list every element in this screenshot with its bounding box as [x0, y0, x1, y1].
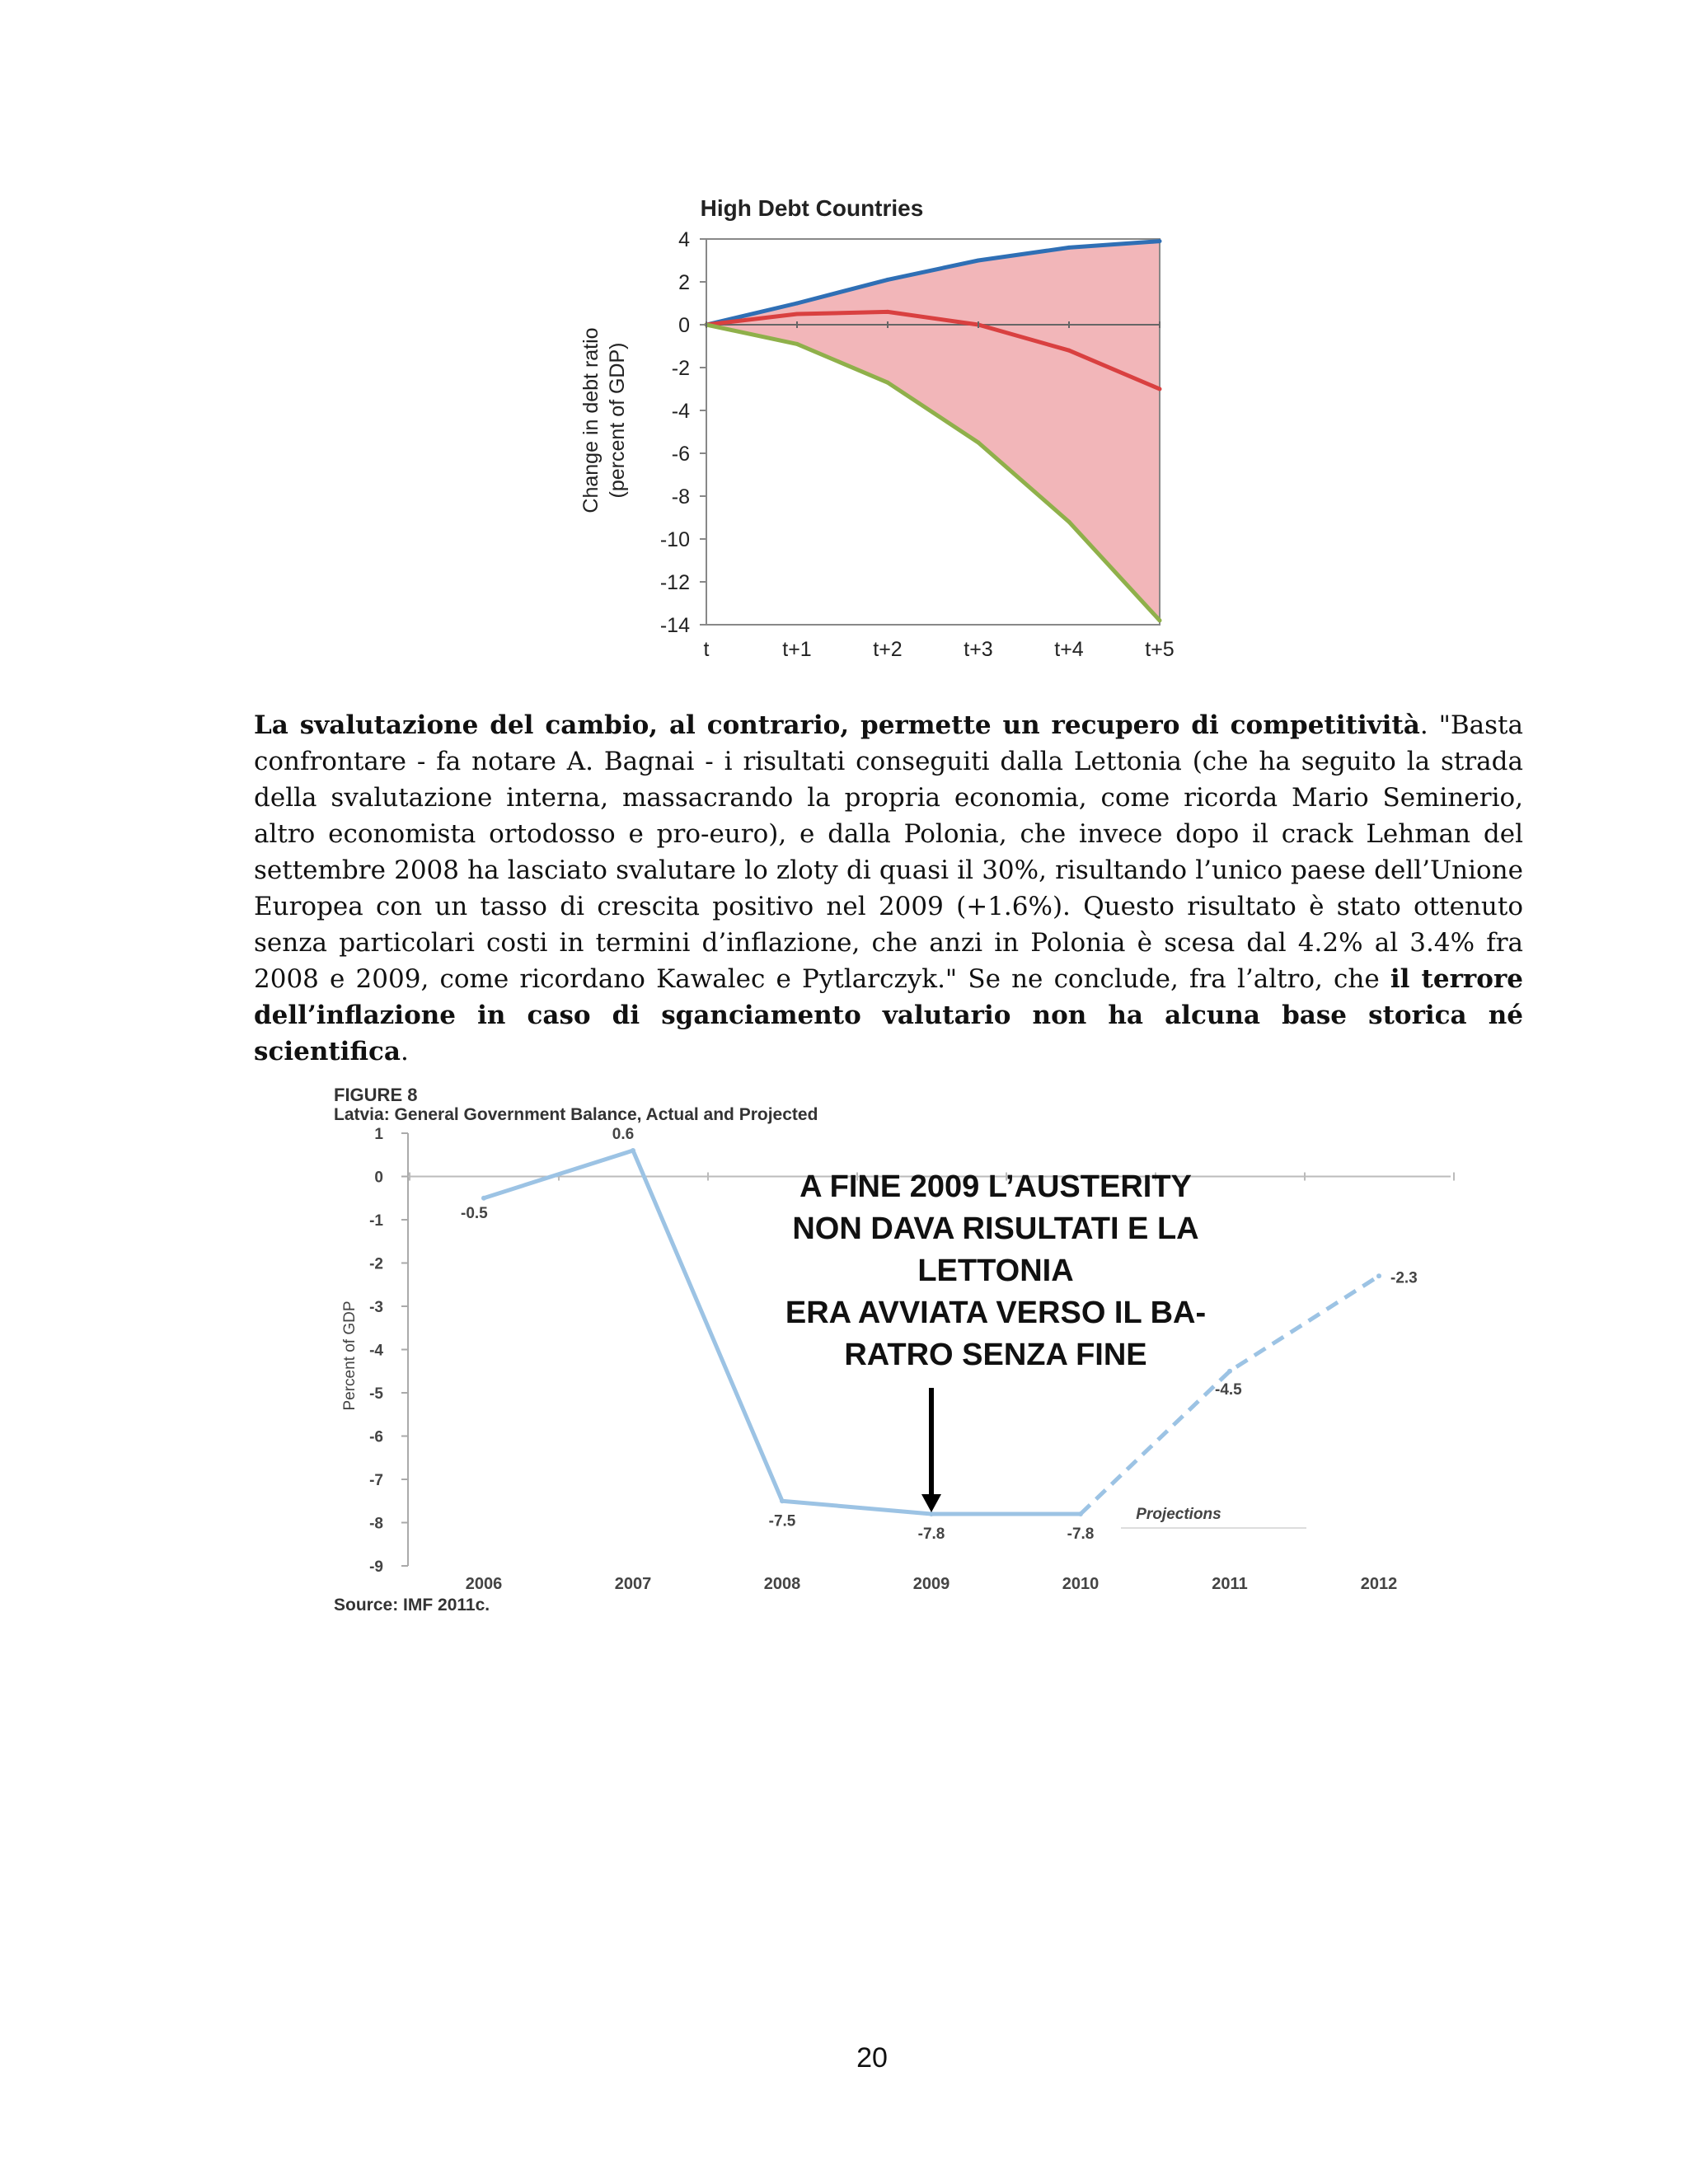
chart2-y-tick-label: -4 [369, 1342, 383, 1360]
chart1-x-tick-label: t+3 [964, 638, 993, 661]
body-paragraph [254, 707, 1523, 1070]
chart1-series-3-point [795, 342, 799, 346]
chart2-y-tick-label: -7 [369, 1472, 383, 1489]
chart2-annotation [785, 1169, 1206, 1372]
chart1-series-3-point [886, 381, 890, 385]
chart1-y-tick-label: 0 [678, 314, 690, 337]
page-number: 20 [856, 2042, 888, 2074]
chart2-data-point [1376, 1273, 1381, 1278]
chart1-plot-area [660, 228, 1175, 661]
chart2-y-tick-label: -8 [369, 1515, 383, 1533]
chart1-series-1-point [1158, 239, 1162, 243]
high-debt-countries-chart [560, 190, 1187, 668]
chart2-y-tick-label: -6 [369, 1428, 383, 1446]
chart1-title: High Debt Countries [700, 195, 924, 221]
chart2-x-tick-label: 2009 [912, 1575, 950, 1593]
chart2-data-point [780, 1498, 785, 1503]
chart2-data-point [631, 1148, 635, 1153]
chart1-x-tick-label: t+2 [873, 638, 903, 661]
chart2-ylabel: Percent of GDP [341, 1301, 359, 1411]
chart2-data-point [1078, 1511, 1083, 1516]
chart1-series-3-point [977, 441, 981, 445]
chart1-y-tick-label: 2 [678, 271, 690, 294]
chart1-series-1-point [977, 259, 981, 263]
chart1-y-tick-label: -4 [671, 400, 690, 423]
chart2-y-tick-label: -2 [369, 1255, 383, 1273]
chart2-figure-title: FIGURE 8 [334, 1085, 418, 1105]
chart2-data-label: -7.8 [917, 1526, 945, 1543]
chart1-series-2-point [795, 312, 799, 316]
chart2-y-tick-label: -1 [369, 1212, 383, 1230]
chart1-series-2-point [886, 310, 890, 314]
chart1-series-1-point [886, 278, 890, 282]
chart2-annotation-line: ERA AVVIATA VERSO IL BA- [785, 1296, 1207, 1330]
chart2-y-tick-label: -9 [369, 1558, 383, 1576]
chart1-series-1-point [795, 302, 799, 306]
chart2-plot-area [369, 1126, 1454, 1593]
chart2-y-tick-label: 1 [374, 1126, 383, 1143]
chart2-annotation-arrow-head [921, 1494, 941, 1512]
chart2-x-tick-label: 2011 [1212, 1575, 1248, 1593]
chart1-series-3-point [1067, 520, 1071, 524]
chart2-data-label: -4.5 [1215, 1380, 1242, 1399]
chart1-series-2-point [1158, 387, 1162, 391]
paragraph-end: . [400, 1037, 409, 1066]
chart1-y-tick-label: -12 [659, 571, 690, 594]
chart2-x-tick-label: 2006 [465, 1575, 503, 1593]
chart2-annotation-line: LETTONIA [917, 1254, 1074, 1288]
chart2-data-point [481, 1196, 486, 1201]
chart1-y-tick-label: -6 [671, 443, 690, 466]
chart2-data-label: 0.6 [612, 1126, 635, 1143]
chart1-x-tick-label: t+5 [1145, 638, 1175, 661]
chart2-x-tick-label: 2012 [1360, 1575, 1398, 1593]
chart1-range-band [706, 241, 1160, 621]
chart1-ylabel [579, 327, 629, 513]
chart1-x-tick-label: t+4 [1054, 638, 1084, 661]
chart2-x-tick-label: 2007 [614, 1575, 652, 1593]
chart2-source: Source: IMF 2011c. [334, 1596, 490, 1615]
chart2-data-label: -2.3 [1390, 1269, 1418, 1287]
chart2-data-label: -7.5 [768, 1512, 796, 1530]
chart2-projections-label: Projections [1136, 1506, 1221, 1523]
chart2-data-point [1227, 1369, 1232, 1374]
chart2-y-tick-label: -3 [369, 1299, 383, 1316]
chart1-series-1-point [1067, 246, 1071, 250]
paragraph-bold-intro: La svalutazione del cambio, al contrario, permette un recupero di competitività [254, 710, 1420, 740]
chart1-y-tick-label: -2 [671, 357, 690, 380]
paragraph-main-text: . "Basta confrontare - fa notare A. Bagnai - i risultati conseguiti dalla Lettonia (che ha seguito la strada della svalutazione interna, massacrando la propria economia, come ricorda Mario Seminerio, altro economista ortodosso e pro-euro), e dalla Polonia, che invece dopo il crack Lehman del settembre 2008 ha lasciato svalutare lo zloty di quasi il 30%, risultando l’unico paese dell’Unione Europea con un tasso di crescita positivo nel 2009 (+1.6%). Questo risultato è stato ottenuto senza particolari costi in termini d’inflazione, che anzi in Polonia è scesa dal 4.2% al 3.4% fra 2008 e 2009, come ricordano Kawalec e Pytlarczyk." Se ne conclude, fra l’altro, che [254, 710, 1524, 994]
chart1-y-tick-label: -14 [659, 614, 690, 637]
chart1-ylabel-line1: Change in debt ratio [579, 327, 603, 513]
chart2-data-label: -0.5 [461, 1204, 488, 1222]
chart1-x-tick-label: t [703, 638, 710, 661]
latvia-balance-chart [317, 1071, 1471, 1632]
chart2-annotation-line: NON DAVA RISULTATI E LA [792, 1212, 1199, 1246]
chart2-x-tick-label: 2010 [1062, 1575, 1100, 1593]
chart2-x-tick-label: 2008 [763, 1575, 801, 1593]
paragraph-bold-conclusion: il terrore dell’inflazione in caso di sganciamento valutario non ha alcuna base storica né scientifica [254, 964, 1523, 1066]
chart1-x-tick-label: t+1 [782, 638, 812, 661]
chart1-series-3-point [1158, 618, 1162, 622]
chart2-y-tick-label: 0 [374, 1169, 383, 1187]
chart1-y-tick-label: -10 [659, 528, 690, 551]
chart1-series-2-point [1067, 349, 1071, 353]
chart1-y-tick-label: 4 [678, 228, 690, 251]
chart1-ylabel-line2: (percent of GDP) [606, 342, 629, 499]
chart2-actual-line [484, 1151, 1081, 1514]
chart2-annotation-line: A FINE 2009 L’AUSTERITY [799, 1169, 1192, 1204]
chart1-y-tick-label: -8 [671, 485, 690, 509]
chart2-annotation-line: RATRO SENZA FINE [844, 1338, 1147, 1372]
chart2-y-tick-label: -5 [369, 1385, 383, 1403]
chart2-subtitle: Latvia: General Government Balance, Actual and Projected [334, 1105, 818, 1124]
chart2-data-label: -7.8 [1067, 1526, 1095, 1543]
